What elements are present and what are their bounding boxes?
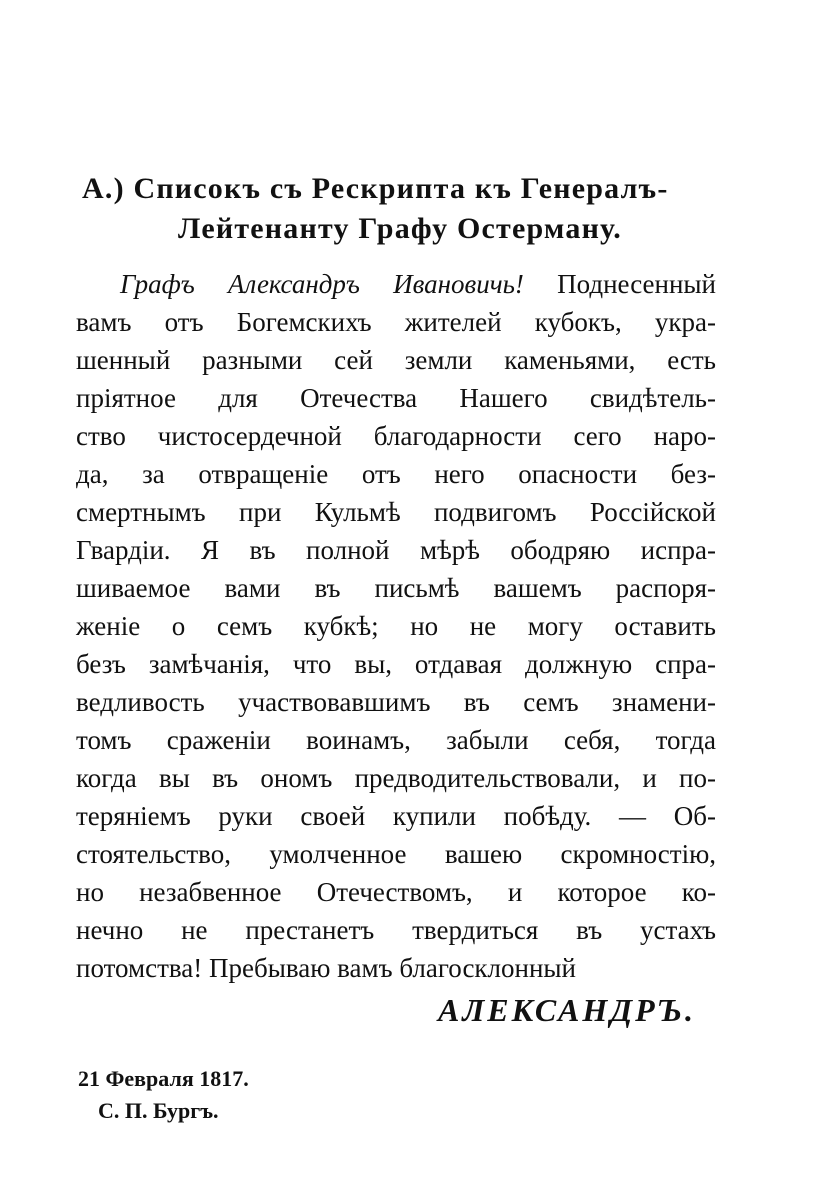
letter-line: потомства! Пребываю вамъ благосклонный <box>76 953 577 983</box>
heading-line-2: Лейтенанту Графу Остерману. <box>178 212 622 245</box>
letter-line: смертнымъ при Кульмѣ подвигомъ Россійской <box>76 497 716 527</box>
letter-line: терянiемъ руки своей купили побѣду. — Об- <box>76 801 716 831</box>
letter-line-1-rest: Поднесенный <box>557 269 716 299</box>
signature: АЛЕКСАНДРЪ. <box>438 992 696 1028</box>
letter-line: когда вы въ ономъ предводительствовали, и по- <box>76 763 716 793</box>
letter-line: томъ сраженіи воинамъ, забыли себя, тогда <box>76 725 716 755</box>
date-line: 21 Февраля 1817. <box>78 1066 249 1091</box>
letter-line: да, за отвращеніе отъ него опасности без- <box>76 459 716 489</box>
letter-line: шенный разными сей земли каменьями, есть <box>76 345 716 375</box>
salutation: Графъ Александръ Ивановичь! <box>120 269 524 299</box>
letter-line-1 <box>120 266 716 306</box>
letter-line: ведливость участвовавшимъ въ семъ знамени- <box>76 687 716 717</box>
letter-line: стоятельство, умолченное вашею скромностію, <box>76 839 716 869</box>
letter-line: шиваемое вами въ письмѣ вашемъ распоря- <box>76 573 716 603</box>
letter-line: но незабвенное Отечествомъ, и которое ко- <box>76 877 716 907</box>
letter-line: вамъ отъ Богемскихъ жителей кубокъ, укра- <box>76 307 716 337</box>
place-line: С. П. Бургъ. <box>98 1098 219 1123</box>
letter-line: пріятное для Отечества Нашего свидѣтель- <box>76 383 716 413</box>
letter-line: ство чистосердечной благодарности сего наро- <box>76 421 716 451</box>
letter-line: безъ замѣчанія, что вы, отдавая должную спра- <box>76 649 716 679</box>
letter-line: нечно не престанетъ твердиться въ устахъ <box>76 915 716 945</box>
letter-line: Гвардіи. Я въ полной мѣрѣ ободряю испра- <box>76 535 716 565</box>
heading-line-1: А.) Списокъ съ Рескрипта къ Генералъ- <box>82 172 669 205</box>
letter-line: женіе о семъ кубкѣ; но не могу оставить <box>76 611 716 641</box>
